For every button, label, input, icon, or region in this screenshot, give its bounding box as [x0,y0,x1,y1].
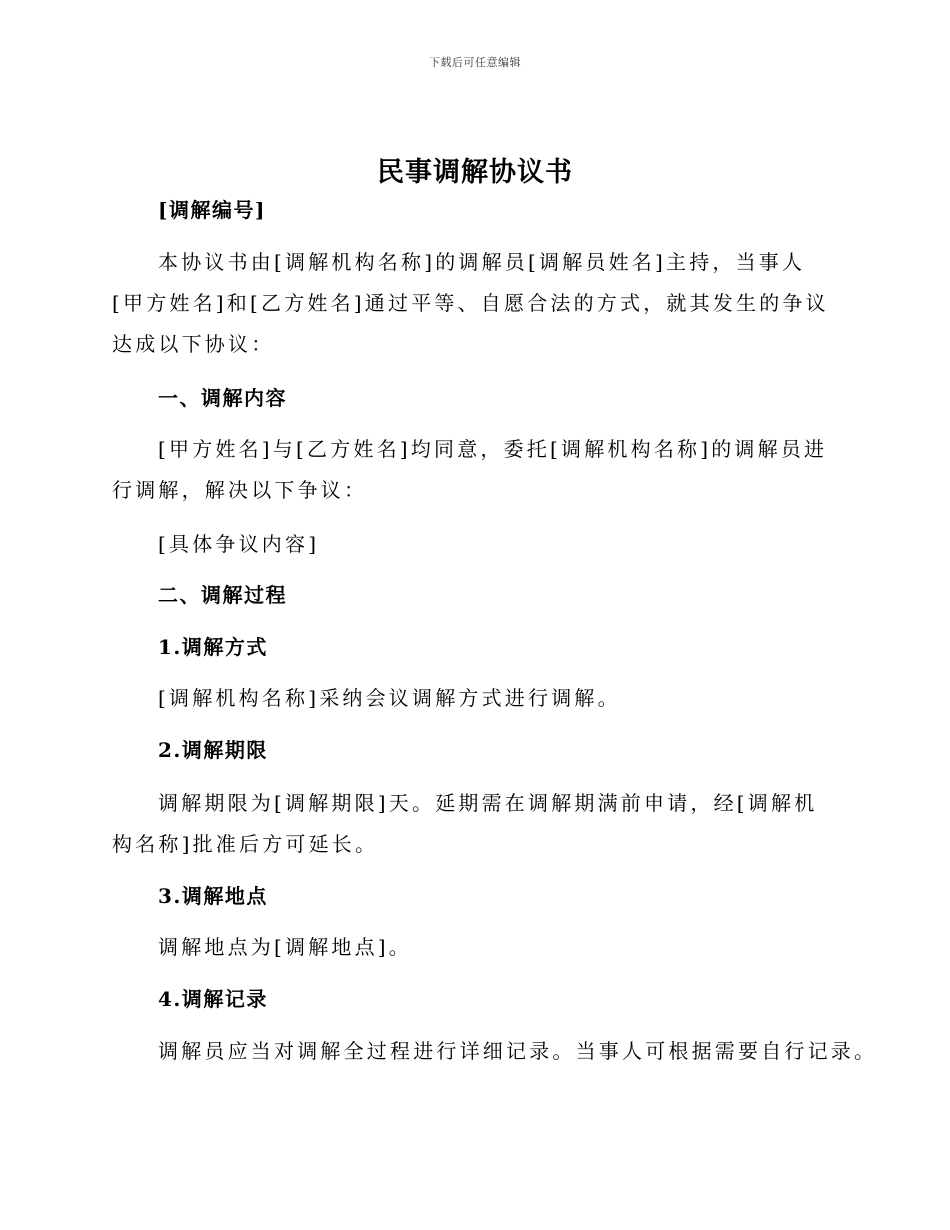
section2-heading: 二、调解过程 [158,583,287,607]
item2-heading: 2.调解期限 [158,738,268,762]
item3-text: 调解地点为[调解地点]。 [158,935,413,959]
item3-heading: 3.调解地点 [158,884,268,908]
intro-paragraph: 本协议书由[调解机构名称]的调解员[调解员姓名]主持，当事人[甲方姓名]和[乙方姓名]通过平等、自愿合法的方式，就其发生的争议达成以下协议： [112,250,829,356]
document-title: 民事调解协议书 [377,157,573,188]
item4-heading: 4.调解记录 [158,987,268,1011]
section1-paragraph: [甲方姓名]与[乙方姓名]均同意，委托[调解机构名称]的调解员进行调解，解决以下争议： [112,437,828,502]
section1-heading: 一、调解内容 [158,386,287,410]
header-note: 下载后可任意编辑 [429,56,521,69]
dispute-content: [具体争议内容] [158,532,320,556]
item2-text: 调解期限为[调解期限]天。延期需在调解期满前申请，经[调解机构名称]批准后方可延长。 [112,791,818,856]
mediation-number: [调解编号] [158,198,266,222]
item1-text: [调解机构名称]采纳会议调解方式进行调解。 [158,686,621,710]
item4-text: 调解员应当对调解全过程进行详细记录。当事人可根据需要自行记录。 [158,1039,878,1063]
item1-heading: 1.调解方式 [158,635,268,659]
